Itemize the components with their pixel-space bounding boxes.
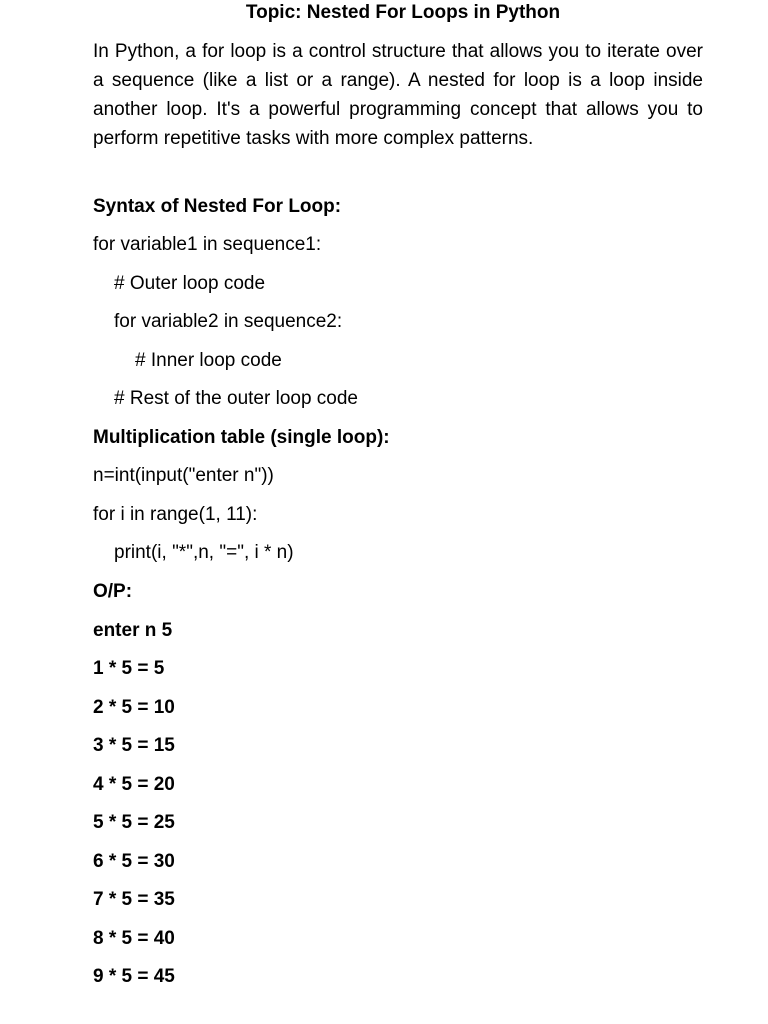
- syntax-line: # Outer loop code: [114, 273, 266, 294]
- code-line: for i in range(1, 11):: [93, 504, 258, 525]
- code-line: print(i, "*",n, "=", i * n): [114, 542, 294, 563]
- output-line: 7 * 5 = 35: [93, 889, 175, 910]
- output-heading: O/P:: [93, 581, 133, 602]
- output-line: 5 * 5 = 25: [93, 812, 175, 833]
- syntax-line: for variable1 in sequence1:: [93, 234, 322, 255]
- output-line: 3 * 5 = 15: [93, 735, 175, 756]
- output-line: 2 * 5 = 10: [93, 697, 175, 718]
- output-line: enter n 5: [93, 620, 173, 641]
- page-title: Topic: Nested For Loops in Python: [245, 2, 561, 23]
- syntax-line: # Inner loop code: [135, 350, 282, 371]
- output-line: 6 * 5 = 30: [93, 851, 175, 872]
- output-line: 4 * 5 = 20: [93, 774, 175, 795]
- output-line: 8 * 5 = 40: [93, 928, 175, 949]
- intro-paragraph: In Python, a for loop is a control structure that allows you to iterate over a sequence (like a list or a range). A nested for loop is a loop inside another loop. It's a powerful programming concept that allows you to perform repetitive tasks with more complex patterns.: [93, 41, 703, 149]
- syntax-heading: Syntax of Nested For Loop:: [93, 196, 342, 217]
- syntax-line: # Rest of the outer loop code: [114, 388, 358, 409]
- code-line: n=int(input("enter n")): [93, 465, 274, 486]
- syntax-line: for variable2 in sequence2:: [114, 311, 343, 332]
- multiplication-heading: Multiplication table (single loop):: [93, 427, 390, 448]
- output-line: 1 * 5 = 5: [93, 658, 165, 679]
- output-line: 9 * 5 = 45: [93, 966, 175, 987]
